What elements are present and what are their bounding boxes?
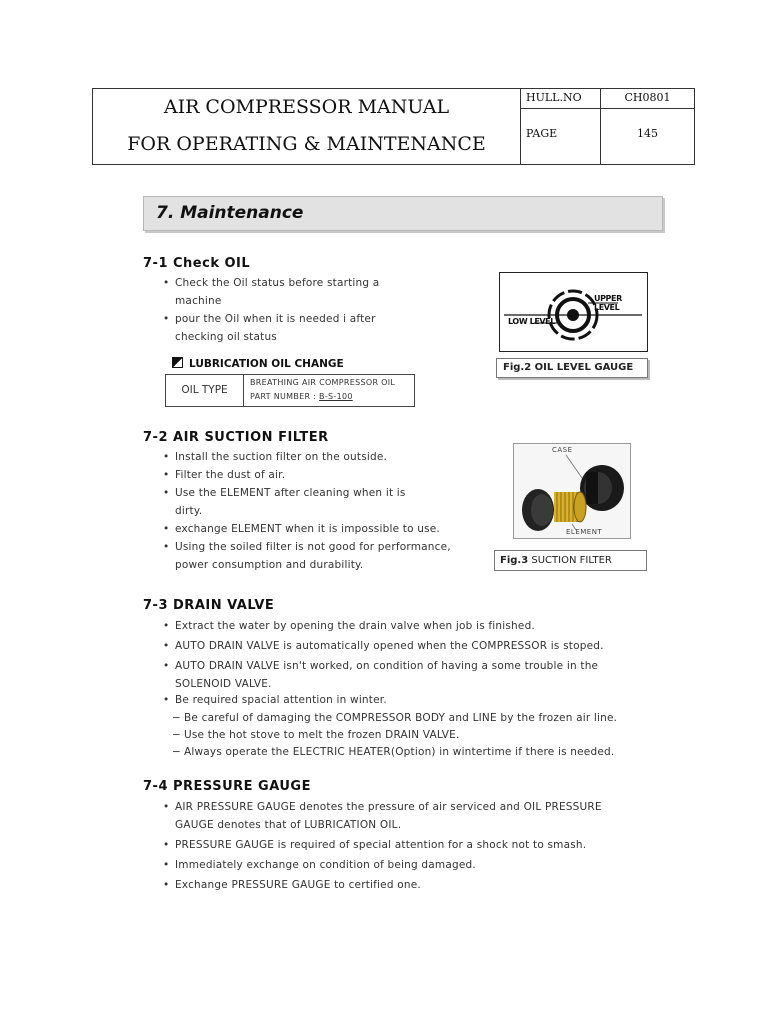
- list-item: • pour the Oil when it is needed i after checking oil status: [163, 313, 376, 343]
- low-level-label: LOW LEVEL: [508, 317, 555, 326]
- list-item: • Immediately exchange on condition of being damaged.: [163, 859, 476, 871]
- suction-filter-figure: [513, 443, 631, 539]
- section-heading-drain-valve: 7-3 DRAIN VALVE: [143, 598, 275, 613]
- list-item: • Using the soiled filter is not good for performance, power consumption and durability.: [163, 541, 451, 571]
- list-item: • Install the suction filter on the outside.: [163, 451, 388, 463]
- case-label: CASE: [552, 446, 573, 454]
- header-title-block: [93, 89, 521, 164]
- upper-level-label: UPPER LEVEL: [594, 294, 622, 312]
- part-number-value: B-S-100: [319, 392, 353, 401]
- list-item: • Extract the water by opening the drain valve when job is finished.: [163, 620, 535, 632]
- section-heading-pressure-gauge: 7-4 PRESSURE GAUGE: [143, 779, 311, 794]
- list-item: • Be required spacial attention in winter.: [163, 694, 387, 706]
- oil-type-value: BREATHING AIR COMPRESSOR OIL: [250, 378, 396, 387]
- section-heading-suction-filter: 7-2 AIR SUCTION FILTER: [143, 430, 329, 445]
- list-item: • Exchange PRESSURE GAUGE to certified one.: [163, 879, 421, 891]
- list-item: − Use the hot stove to melt the frozen DRAIN VALVE.: [172, 729, 460, 741]
- list-item: • Use the ELEMENT after cleaning when it is dirty.: [163, 487, 406, 517]
- fig2-caption: Fig.2 OIL LEVEL GAUGE: [496, 358, 648, 378]
- fig3-caption: Fig.3 SUCTION FILTER: [494, 550, 647, 571]
- hull-no-label: HULL.NO: [521, 89, 601, 109]
- oil-level-gauge-figure: [499, 272, 648, 352]
- list-item: • exchange ELEMENT when it is impossible to use.: [163, 523, 440, 535]
- part-number-row: PART NUMBER : B-S-100: [250, 392, 353, 401]
- chapter-banner: [143, 196, 663, 231]
- list-item: − Be careful of damaging the COMPRESSOR BODY and LINE by the frozen air line.: [172, 712, 618, 724]
- page-label: PAGE: [521, 109, 601, 164]
- page-number: 145: [637, 127, 658, 140]
- oil-type-label: OIL TYPE: [166, 375, 244, 406]
- header-title-line1: AIR COMPRESSOR MANUAL: [163, 96, 450, 118]
- oil-level-gauge-icon: [500, 273, 647, 351]
- list-item: • AIR PRESSURE GAUGE denotes the pressure of air serviced and OIL PRESSURE GAUGE denotes that of LUBRICATION OIL.: [163, 801, 602, 831]
- chapter-title: 7. Maintenance: [156, 203, 304, 223]
- checkbox-square-icon: [172, 357, 183, 368]
- list-item: • AUTO DRAIN VALVE is automatically opened when the COMPRESSOR is stoped.: [163, 640, 604, 652]
- header-title-line2: FOR OPERATING & MAINTENANCE: [127, 133, 486, 155]
- list-item: • PRESSURE GAUGE is required of special attention for a shock not to smash.: [163, 839, 587, 851]
- list-item: − Always operate the ELECTRIC HEATER(Option) in wintertime if there is needed.: [172, 746, 615, 758]
- suction-filter-photo-icon: [514, 444, 630, 538]
- lubrication-oil-change-title: LUBRICATION OIL CHANGE: [172, 357, 344, 370]
- list-item: • AUTO DRAIN VALVE isn't worked, on condition of having a some trouble in the SOLENOID VALVE.: [163, 660, 599, 690]
- document-header: [92, 88, 695, 165]
- section-heading-check-oil: 7-1 Check OIL: [143, 256, 251, 271]
- hull-no-value: CH0801: [601, 89, 694, 109]
- list-item: • Check the Oil status before starting a machine: [163, 277, 380, 307]
- lubrication-table: [165, 374, 415, 407]
- list-item: • Filter the dust of air.: [163, 469, 286, 481]
- element-label: ELEMENT: [566, 528, 603, 536]
